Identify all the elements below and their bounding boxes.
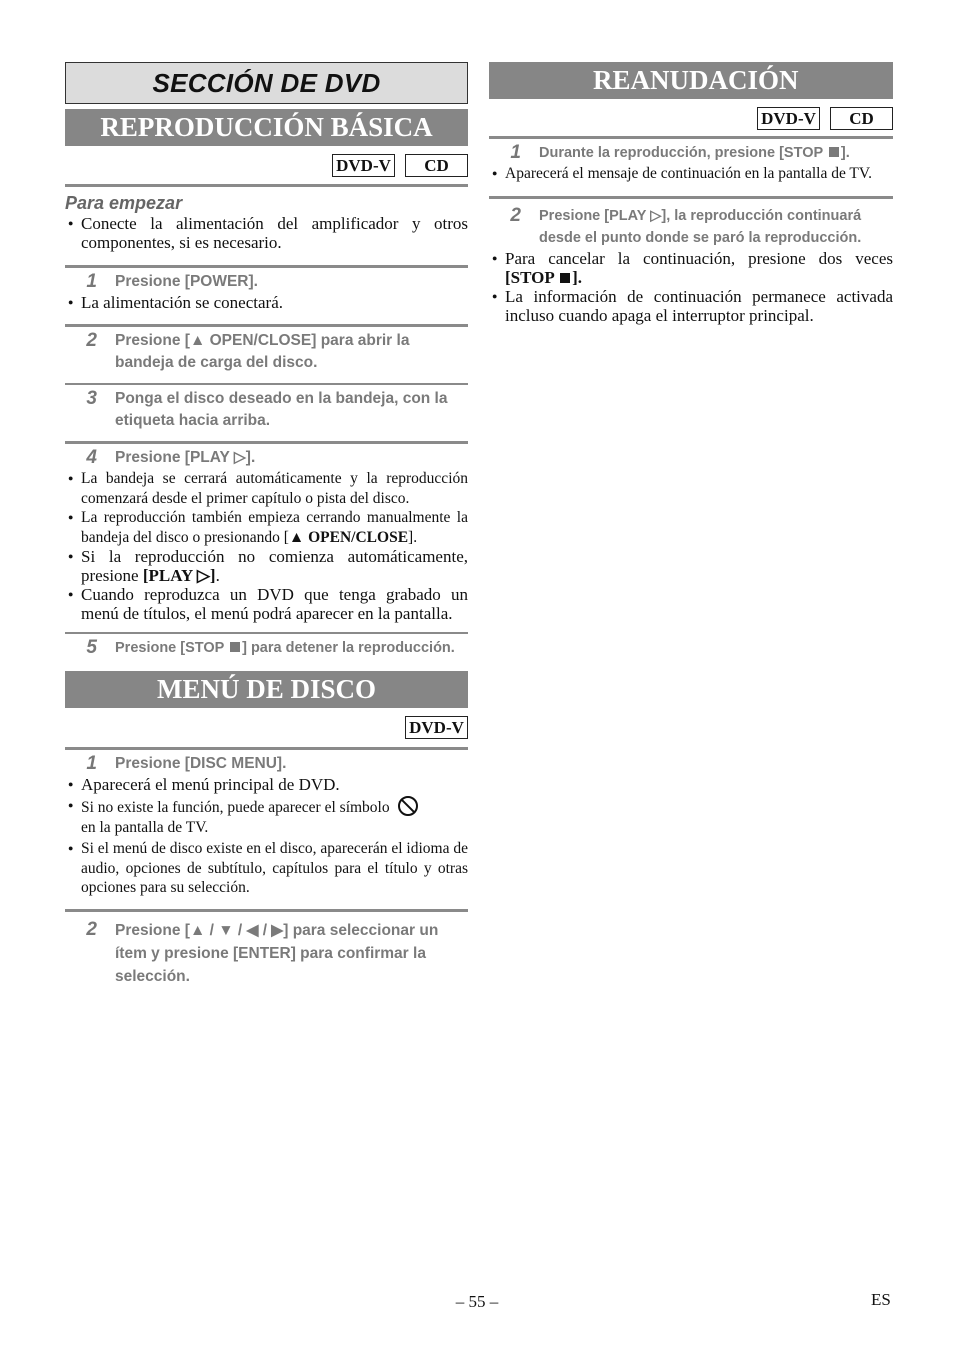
badge-dvd-v: DVD-V [405, 716, 468, 739]
step-number: 1 [510, 142, 521, 163]
resume-heading: REANUDACIÓN [489, 62, 893, 99]
stop-icon [560, 273, 570, 283]
step-text: Presione [POWER]. [115, 273, 258, 290]
step-number: 1 [86, 271, 97, 292]
divider [65, 184, 468, 187]
step-text: Ponga el disco deseado en la bandeja, con la etiqueta hacia arriba. [115, 390, 448, 429]
step-text: Presione [STOP ] para detener la reproducción. [115, 640, 455, 656]
resume-badges [489, 107, 893, 130]
start-bullet: ● Conecte la alimentación del amplificador y otros componentes, si es necesario. [65, 214, 468, 252]
step-number: 2 [86, 330, 97, 351]
step-number: 1 [86, 753, 97, 774]
step-text: Presione [▲ / ▼ / ◀ / ▶] para seleccionar un ítem y presione [ENTER] para confirmar la selección. [115, 921, 439, 985]
disc-step-1 [65, 750, 468, 775]
disc-menu-badges [65, 716, 468, 739]
stop-icon [829, 147, 839, 157]
step-number: 5 [86, 637, 97, 658]
badge-dvd-v: DVD-V [757, 107, 820, 130]
right-column [489, 62, 893, 325]
step-number: 2 [86, 918, 97, 940]
resume-step-2 [489, 199, 893, 249]
step1-bullet: ● La alimentación se conectará. [65, 293, 468, 312]
page-number: – 55 – [455, 1292, 499, 1311]
step-text: Presione [▲ OPEN/CLOSE] para abrir la bandeja de carga del disco. [115, 332, 410, 371]
section-title: SECCIÓN DE DVD [65, 62, 468, 104]
basic-step-2 [65, 327, 468, 374]
resume-step-1 [489, 139, 893, 164]
step4-bullet-3: ● Si la reproducción no comienza automáticamente, presione [PLAY ▷]. [65, 547, 468, 585]
resume-step2-bullet-1: ● Para cancelar la continuación, presione dos veces [STOP ]. [489, 249, 893, 287]
language-code: ES [871, 1290, 891, 1309]
basic-step-1 [65, 268, 468, 293]
badge-cd: CD [405, 154, 468, 177]
stop-icon [230, 642, 240, 652]
step-number: 4 [86, 447, 97, 468]
step4-bullet-4: ● Cuando reproduzca un DVD que tenga grabado un menú de títulos, el menú podrá aparecer en la pantalla. [65, 585, 468, 623]
basic-step-3 [65, 385, 468, 432]
resume-step1-bullet: ● Aparecerá el mensaje de continuación en la pantalla de TV. [489, 164, 893, 184]
basic-playback-heading: REPRODUCCIÓN BÁSICA [65, 109, 468, 146]
resume-step2-bullet-2: ● La información de continuación permanece activada incluso cuando apaga el interruptor principal. [489, 287, 893, 325]
step4-bullet-1: ● La bandeja se cerrará automáticamente y la reproducción comenzará desde el primer capítulo o pista del disco. [65, 469, 468, 508]
eject-icon: ▲ [189, 332, 206, 349]
disc-step-2 [65, 912, 468, 988]
basic-badges [65, 154, 468, 177]
left-column [65, 62, 468, 988]
step-text: Presione [PLAY ▷], la reproducción continuará desde el punto donde se paró la reproducción. [539, 207, 862, 246]
step-text: Presione [DISC MENU]. [115, 755, 287, 772]
disc-menu-heading: MENÚ DE DISCO [65, 671, 468, 708]
basic-step-4 [65, 444, 468, 469]
disc-step1-bullet-3: ● Si el menú de disco existe en el disco, aparecerán el idioma de audio, opciones de subtítulo, capítulos para el título y otras opciones para su selección. [65, 839, 468, 898]
step-number: 3 [86, 388, 97, 409]
step-text: Durante la reproducción, presione [STOP ]. [539, 145, 850, 161]
badge-cd: CD [830, 107, 893, 130]
basic-step-5 [65, 634, 468, 659]
step-text: Presione [PLAY ▷]. [115, 449, 256, 466]
step-number: 2 [510, 204, 521, 226]
badge-dvd-v: DVD-V [332, 154, 395, 177]
step4-bullet-2: ● La reproducción también empieza cerrando manualmente la bandeja del disco o presionando [▲ OPEN/CLOSE]. [65, 508, 468, 547]
start-label: Para empezar [65, 193, 183, 213]
disc-step1-bullet-2: ● Si no existe la función, puede aparecer el símbolo en la pantalla de TV. [65, 796, 468, 837]
prohibited-icon [398, 796, 418, 816]
disc-step1-bullet-1: ● Aparecerá el menú principal de DVD. [65, 775, 468, 794]
